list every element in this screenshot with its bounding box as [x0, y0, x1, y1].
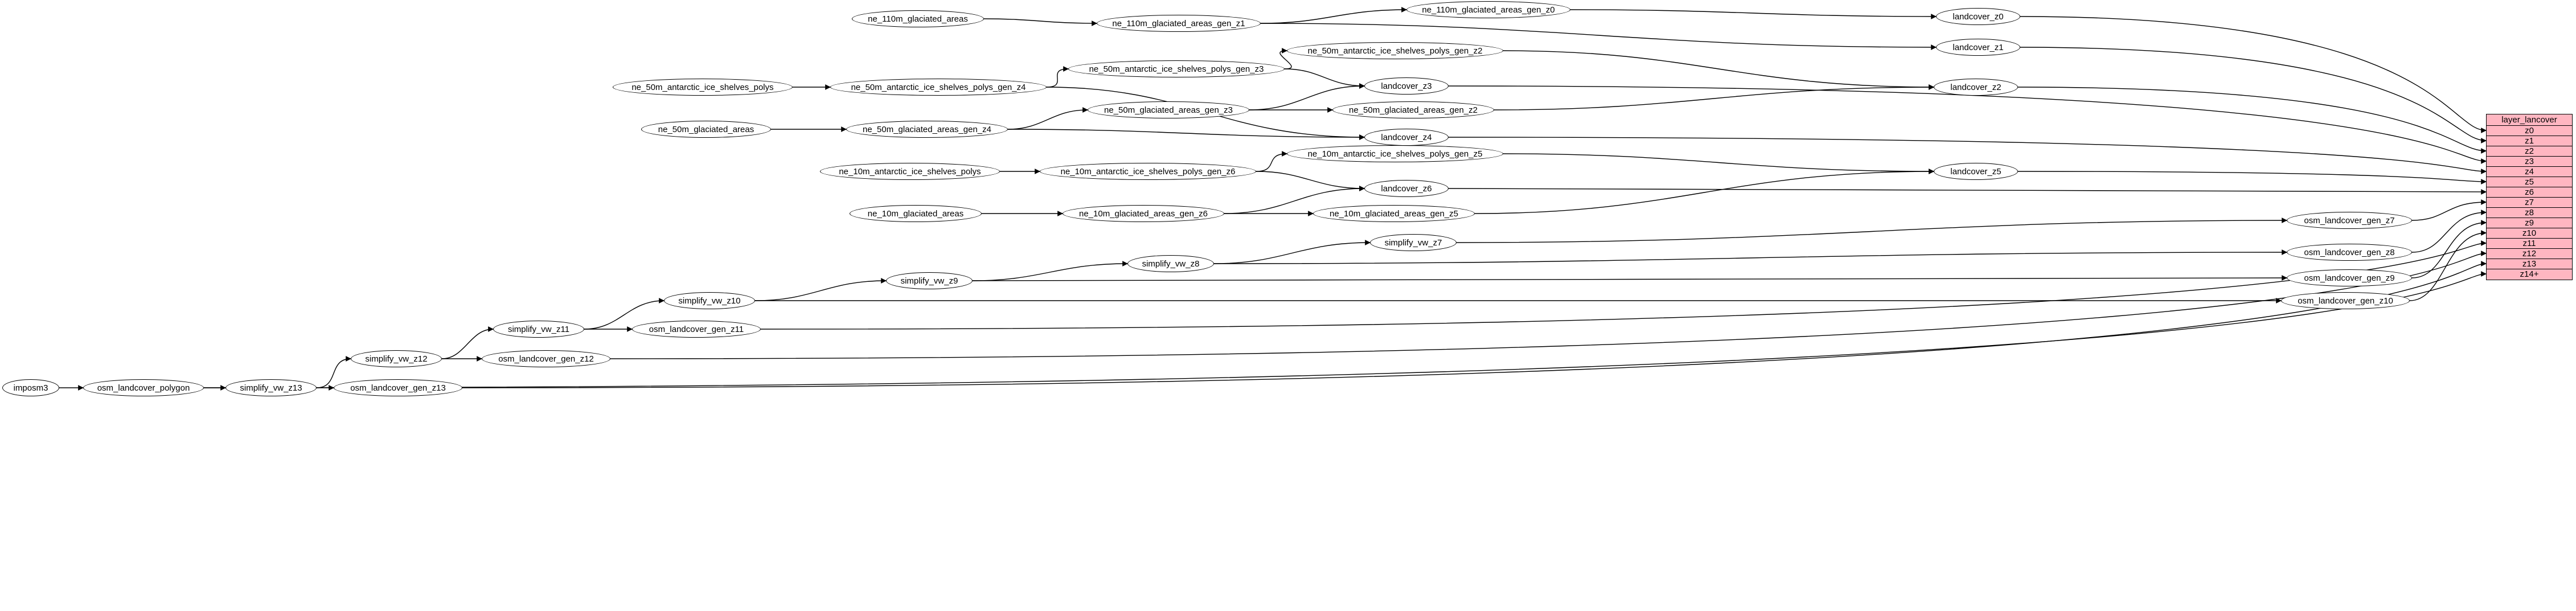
node-ne_50m_glaciated_areas_gen_z4[interactable]: ne_50m_glaciated_areas_gen_z4 — [846, 121, 1008, 138]
node-ne_10m_glaciated_areas_gen_z6[interactable]: ne_10m_glaciated_areas_gen_z6 — [1063, 205, 1224, 222]
legend-row-z6: z6 — [2487, 187, 2572, 198]
legend-row-z13: z13 — [2487, 259, 2572, 269]
node-ne_50m_glaciated_areas[interactable]: ne_50m_glaciated_areas — [641, 121, 771, 138]
node-simplify_vw_z13[interactable]: simplify_vw_z13 — [225, 379, 317, 396]
node-osm_landcover_gen_z13[interactable]: osm_landcover_gen_z13 — [334, 379, 462, 396]
node-ne_50m_antarctic_ice_shelves_polys[interactable]: ne_50m_antarctic_ice_shelves_polys — [613, 79, 793, 96]
node-simplify_vw_z10[interactable]: simplify_vw_z10 — [664, 292, 755, 309]
legend-row-z8: z8 — [2487, 208, 2572, 218]
node-ne_10m_glaciated_areas[interactable]: ne_10m_glaciated_areas — [850, 205, 982, 222]
node-ne_110m_glaciated_areas_gen_z0[interactable]: ne_110m_glaciated_areas_gen_z0 — [1406, 1, 1570, 18]
node-ne_110m_glaciated_areas[interactable]: ne_110m_glaciated_areas — [852, 10, 984, 27]
node-osm_landcover_gen_z8[interactable]: osm_landcover_gen_z8 — [2287, 244, 2412, 261]
node-ne_110m_glaciated_areas_gen_z1[interactable]: ne_110m_glaciated_areas_gen_z1 — [1097, 15, 1261, 32]
legend-row-z12: z12 — [2487, 249, 2572, 259]
legend-row-z1: z1 — [2487, 136, 2572, 146]
legend-row-z5: z5 — [2487, 177, 2572, 187]
node-ne_50m_antarctic_ice_shelves_polys_gen_z4[interactable]: ne_50m_antarctic_ice_shelves_polys_gen_z4 — [830, 79, 1047, 96]
node-osm_landcover_gen_z9[interactable]: osm_landcover_gen_z9 — [2287, 269, 2412, 286]
legend-row-z9: z9 — [2487, 218, 2572, 228]
node-ne_50m_glaciated_areas_gen_z3[interactable]: ne_50m_glaciated_areas_gen_z3 — [1088, 101, 1249, 118]
node-simplify_vw_z8[interactable]: simplify_vw_z8 — [1127, 255, 1214, 272]
node-landcover_z0[interactable]: landcover_z0 — [1936, 8, 2020, 25]
node-simplify_vw_z12[interactable]: simplify_vw_z12 — [351, 350, 442, 367]
node-landcover_z4[interactable]: landcover_z4 — [1364, 129, 1449, 146]
node-simplify_vw_z11[interactable]: simplify_vw_z11 — [493, 321, 584, 338]
node-osm_landcover_gen_z12[interactable]: osm_landcover_gen_z12 — [482, 350, 610, 367]
legend-row-z2: z2 — [2487, 146, 2572, 157]
legend-row-z7: z7 — [2487, 198, 2572, 208]
node-ne_50m_antarctic_ice_shelves_polys_gen_z3[interactable]: ne_50m_antarctic_ice_shelves_polys_gen_z3 — [1068, 60, 1285, 77]
node-osm_landcover_gen_z7[interactable]: osm_landcover_gen_z7 — [2287, 212, 2412, 229]
node-osm_landcover_gen_z10[interactable]: osm_landcover_gen_z10 — [2281, 292, 2410, 309]
node-landcover_z2[interactable]: landcover_z2 — [1934, 79, 2018, 96]
node-ne_10m_antarctic_ice_shelves_polys_gen_z6[interactable]: ne_10m_antarctic_ice_shelves_polys_gen_z6 — [1040, 163, 1256, 180]
legend-title: layer_lancover — [2487, 114, 2572, 126]
node-landcover_z1[interactable]: landcover_z1 — [1936, 39, 2020, 56]
node-osm_landcover_polygon[interactable]: osm_landcover_polygon — [83, 379, 204, 396]
node-landcover_z3[interactable]: landcover_z3 — [1364, 77, 1449, 95]
legend-row-z11: z11 — [2487, 239, 2572, 249]
node-ne_10m_glaciated_areas_gen_z5[interactable]: ne_10m_glaciated_areas_gen_z5 — [1313, 205, 1475, 222]
node-landcover_z6[interactable]: landcover_z6 — [1364, 180, 1449, 197]
legend-row-z10: z10 — [2487, 228, 2572, 239]
node-landcover_z5[interactable]: landcover_z5 — [1934, 163, 2018, 180]
node-osm_landcover_gen_z11[interactable]: osm_landcover_gen_z11 — [632, 321, 761, 338]
node-ne_10m_antarctic_ice_shelves_polys[interactable]: ne_10m_antarctic_ice_shelves_polys — [820, 163, 1000, 180]
node-ne_50m_glaciated_areas_gen_z2[interactable]: ne_50m_glaciated_areas_gen_z2 — [1332, 101, 1494, 118]
node-imposm3[interactable]: imposm3 — [2, 379, 59, 396]
node-simplify_vw_z9[interactable]: simplify_vw_z9 — [886, 272, 973, 289]
legend-row-z3: z3 — [2487, 157, 2572, 167]
node-ne_50m_antarctic_ice_shelves_polys_gen_z2[interactable]: ne_50m_antarctic_ice_shelves_polys_gen_z2 — [1287, 42, 1503, 59]
node-ne_10m_antarctic_ice_shelves_polys_gen_z5[interactable]: ne_10m_antarctic_ice_shelves_polys_gen_z5 — [1287, 145, 1503, 162]
legend-row-z0: z0 — [2487, 126, 2572, 136]
legend-layer-lancover — [2486, 114, 2573, 280]
node-simplify_vw_z7[interactable]: simplify_vw_z7 — [1370, 234, 1457, 251]
legend-rows — [2487, 126, 2572, 280]
legend-row-z14+: z14+ — [2520, 269, 2539, 279]
legend-row-z4: z4 — [2487, 167, 2572, 177]
